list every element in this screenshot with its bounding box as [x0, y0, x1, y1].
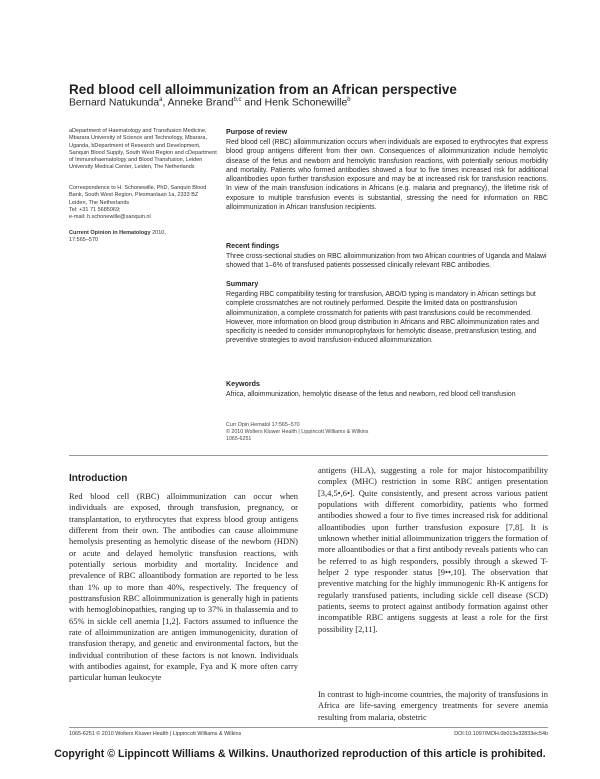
section-divider [69, 455, 548, 456]
author-name: Bernard Natukunda [69, 97, 160, 109]
keywords-heading: Keywords [226, 380, 260, 388]
purpose-text: Red blood cell (RBC) alloimmunization occurs when individuals are exposed to erythrocytes that express blood group antigens different from their own. Consequences of alloimmunization include hemolytic disease of the fetus and newborn and hemolytic transfusion reactions, with potentially serious morbidity and mortality. Patients who formed antibodies showed a four to five times increased risk for additional alloantibodies upon further transfusion exposure and may be at increased risk for transfusion reactions. In view of the main transfusion indications in Africans (e.g. malaria and pregnancy), the lifetime risk of exposure to multiple transfusion events is substantial, stressing the need for information on RBC alloimmunization in African transfusion recipients. [226, 139, 548, 212]
journal-name: Current Opinion in Hematology [69, 230, 151, 236]
journal-reference: 2010, 17:565–570 [69, 230, 166, 244]
correspondence: Correspondence to H. Schonewille, PhD, Sanquin Blood Bank, South West Region, Plesmanlaan 1a, 2333 BZ Leiden, The Netherlands Tel: +31 71 5685069; e-mail: h.schonewille@sanquin.nl [69, 185, 207, 221]
author-name: Henk Schonewille [264, 97, 348, 109]
introduction-right-paragraph: In contrast to high-income countries, the majority of transfusions in Africa are life-saving emergency treatments for severe anemia resulting from malaria, obstetric [318, 689, 548, 722]
journal-citation [69, 230, 217, 245]
article-title: Red blood cell alloimmunization from an African perspective [69, 82, 457, 97]
author-affiliation-mark: a [159, 97, 163, 103]
author-separator: and [241, 97, 265, 109]
purpose-heading: Purpose of review [226, 128, 288, 136]
footer-doi: DOI:10.1097/MOH.0b013e32833ec54b [454, 731, 548, 737]
findings-heading: Recent findings [226, 242, 280, 250]
author-affiliation-mark: b,c [233, 97, 242, 103]
summary-text: Regarding RBC compatibility testing for transfusion, ABO/D typing is mandatory in African settings but complete crossmatches are not routinely performed. Despite the limited data on posttransfusion alloimmunization, a complete crossmatch for patients with past transfusions could be recommended. However, more information on blood group distribution in Africans and RBC alloimmunization rates and specificity is needed to consider immunoprophylaxis for hemolytic disease, pretransfusion testing, and preventive strategies to avoid transfusion-induced alloimmunization. [226, 291, 539, 345]
findings-text: Three cross-sectional studies on RBC alloimmunization from two African countries of Uganda and Malawi showed that 1–6% of transfused patients possessed clinically relevant RBC antibodies. [226, 253, 547, 270]
summary-heading: Summary [226, 280, 259, 288]
introduction-heading: Introduction [69, 473, 128, 484]
author-separator: , [162, 97, 168, 109]
copyright-notice: Copyright © Lippincott Williams & Wilkins. Unauthorized reproduction of this article is prohibited. [54, 748, 546, 760]
affiliations: aDepartment of Haematology and Transfusion Medicine, Mbarara University of Science and Technology, Mbarara, Uganda, bDepartment of Research and Development, Sanquin Blood Supply, South West Region and cDepartment of Immunohaematology and Blood Transfusion, Leiden University Medical Center, Leiden, The Netherlands [69, 128, 217, 171]
introduction-left-column: Red blood cell (RBC) alloimmunization can occur when individuals are exposed, through transfusion, pregnancy, or transplantation, to erythrocytes that express blood group antigens different from their own. The antibodies can cause alloimmune hemolysis presenting as hemolytic disease of the newborn (HDN) or acute and delayed hemolytic transfusion reactions, with potentially serious morbidity and mortality. Incidence and prevalence of RBC alloantibody formation are reported to be less than 1% up to more than 40%, respectively. The frequency of posttransfusion RBC alloimmunization is generally high in patients with hemoglobinopathies, ranging up to 37% in thalassemia and to 65% in sickle cell anemia [1,2]. Factors assumed to influence the rate of alloimmunization are antigen immunogenicity, duration of transfusion therapy, and genetic and environmental factors, but the individual contribution of these factors is not known. Individuals with antibodies against, for example, Fya and K more often carry particular human leukocyte [69, 491, 298, 683]
author-list [69, 97, 569, 108]
footer-divider [69, 727, 548, 728]
keywords-text: Africa, alloimmunization, hemolytic disease of the fetus and newborn, red blood cell transfusion [226, 391, 516, 398]
author-name: Anneke Brand [167, 97, 234, 109]
author-affiliation-mark: b [347, 97, 351, 103]
footer-issn: 1065-6251 © 2010 Wolters Kluwer Health | Lippincott Williams & Wilkins [69, 731, 242, 737]
introduction-right-column: antigens (HLA), suggesting a role for major histocompatibility complex (MHC) restriction in some RBC antigen presentation [3,4,5•,6•]. Quite consistently, and present across various patient populations with different comorbidity, patients who formed antibodies showed a four to five times increased risk for additional alloantibodies upon further transfusion exposure [7,8]. It is unknown whether initial alloimmunization triggers the formation of more alloantibodies or that a first antibody reveals patients who can be referred to as high responders, possibly through a skewed T-helper 2 type responder status [9••,10]. The observation that preventive matching for the highly immunogenic Rh-K antigens for regularly transfused patients, including sickle cell disease (SCD) patients, seems to protect against antibody formation against other incompatible RBC antigens suggests at least a role for the first possibility [2,11]. [318, 465, 548, 634]
journal-info: Curr Opin Hematol 17:565–570 © 2010 Wolters Kluwer Health | Lippincott Williams & Wilkins 1065-6251 [226, 422, 369, 443]
